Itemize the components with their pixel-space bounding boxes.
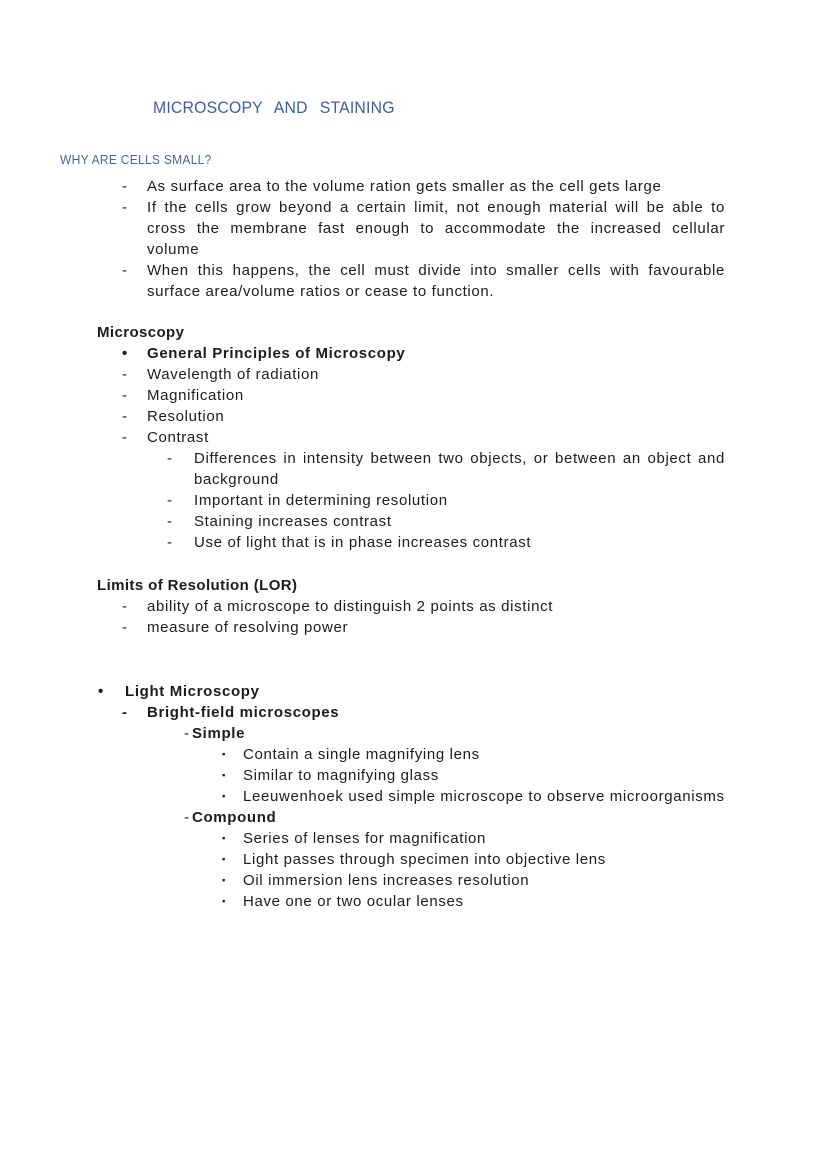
square-bullet-icon: ▪ xyxy=(222,875,226,886)
list-item-text: Resolution xyxy=(147,408,225,425)
list-item-text: Important in determining resolution xyxy=(194,492,448,509)
heading-microscopy: Microscopy xyxy=(97,324,185,341)
list-item xyxy=(0,891,828,912)
dash-bullet-icon: - xyxy=(122,178,127,195)
list-item xyxy=(0,532,828,553)
dash-bullet-icon: - xyxy=(122,429,127,446)
disc-bullet-icon: • xyxy=(98,683,104,700)
square-bullet-icon: ▪ xyxy=(222,770,226,781)
list-item xyxy=(0,490,828,511)
list-item xyxy=(0,385,828,406)
heading-limits-of-resolution: Limits of Resolution (LOR) xyxy=(97,577,298,594)
list-item-text: Contain a single magnifying lens xyxy=(243,746,480,763)
heading-compound xyxy=(0,807,828,828)
list-item-text: Wavelength of radiation xyxy=(147,366,319,383)
list-item-text: Light passes through specimen into objective lens xyxy=(243,851,606,868)
microscopy-list xyxy=(0,343,828,553)
list-item xyxy=(0,260,828,302)
list-item xyxy=(0,197,828,260)
list-item-text: If the cells grow beyond a certain limit, not enough material will be able to cross the membrane fast enough to accommodate the increased cellular volume xyxy=(147,199,725,258)
square-bullet-icon: ▪ xyxy=(222,896,226,907)
list-item-text: Series of lenses for magnification xyxy=(243,830,487,847)
square-bullet-icon: ▪ xyxy=(222,833,226,844)
list-item xyxy=(0,870,828,891)
list-item-text: ability of a microscope to distinguish 2 points as distinct xyxy=(147,598,554,615)
list-item-text: Contrast xyxy=(147,429,209,446)
list-item-text: When this happens, the cell must divide into smaller cells with favourable surface area/volume ratios or cease to function. xyxy=(147,262,725,300)
list-item xyxy=(0,343,828,364)
dash-bullet-icon: - xyxy=(122,262,127,279)
dash-bullet-icon: - xyxy=(167,450,172,467)
list-item-text: Simple xyxy=(192,725,246,742)
list-item-text: Use of light that is in phase increases contrast xyxy=(194,534,532,551)
dash-bullet-icon: - xyxy=(122,366,127,383)
dash-bullet-icon: - xyxy=(184,725,189,742)
heading-bright-field xyxy=(0,702,828,723)
square-bullet-icon: ▪ xyxy=(222,854,226,865)
list-item xyxy=(0,596,828,617)
square-bullet-icon: ▪ xyxy=(222,791,226,802)
dash-bullet-icon: - xyxy=(184,809,189,826)
list-item xyxy=(0,427,828,448)
document-title: MICROSCOPY AND STAINING xyxy=(153,98,395,117)
dash-bullet-icon: - xyxy=(122,619,127,636)
light-microscopy-section xyxy=(0,681,828,912)
list-item xyxy=(0,364,828,385)
list-item-text: Differences in intensity between two objects, or between an object and background xyxy=(194,450,725,488)
list-item-text: Staining increases contrast xyxy=(194,513,392,530)
list-item xyxy=(0,448,828,490)
dash-bullet-icon: - xyxy=(167,534,172,551)
list-item-text: measure of resolving power xyxy=(147,619,349,636)
list-item xyxy=(0,786,828,807)
disc-bullet-icon: • xyxy=(122,345,128,362)
dash-bullet-icon: - xyxy=(167,513,172,530)
list-item-text: General Principles of Microscopy xyxy=(147,345,406,362)
list-item xyxy=(0,617,828,638)
list-item-text: Magnification xyxy=(147,387,244,404)
list-item-text: Light Microscopy xyxy=(125,683,260,700)
square-bullet-icon: ▪ xyxy=(222,749,226,760)
dash-bullet-icon: - xyxy=(167,492,172,509)
list-item xyxy=(0,406,828,427)
list-item xyxy=(0,511,828,532)
dash-bullet-icon: - xyxy=(122,704,127,721)
list-item-text: As surface area to the volume ration gets smaller as the cell gets large xyxy=(147,178,662,195)
limits-of-resolution-list xyxy=(0,596,828,638)
list-item xyxy=(0,828,828,849)
list-item-text: Have one or two ocular lenses xyxy=(243,893,464,910)
list-item xyxy=(0,176,828,197)
dash-bullet-icon: - xyxy=(122,387,127,404)
list-item xyxy=(0,744,828,765)
list-item-text: Leeuwenhoek used simple microscope to observe microorganisms xyxy=(243,788,725,805)
heading-light-microscopy xyxy=(0,681,828,702)
document-page xyxy=(0,97,828,1168)
list-item xyxy=(0,765,828,786)
list-item-text: Similar to magnifying glass xyxy=(243,767,439,784)
list-item-text: Compound xyxy=(192,809,277,826)
list-item-text: Oil immersion lens increases resolution xyxy=(243,872,530,889)
dash-bullet-icon: - xyxy=(122,199,127,216)
heading-simple xyxy=(0,723,828,744)
dash-bullet-icon: - xyxy=(122,408,127,425)
section-heading-why-cells-small: WHY ARE CELLS SMALL? xyxy=(60,153,212,167)
list-item-text: Bright-field microscopes xyxy=(147,704,340,721)
list-item xyxy=(0,849,828,870)
why-cells-small-list xyxy=(0,176,828,302)
dash-bullet-icon: - xyxy=(122,598,127,615)
